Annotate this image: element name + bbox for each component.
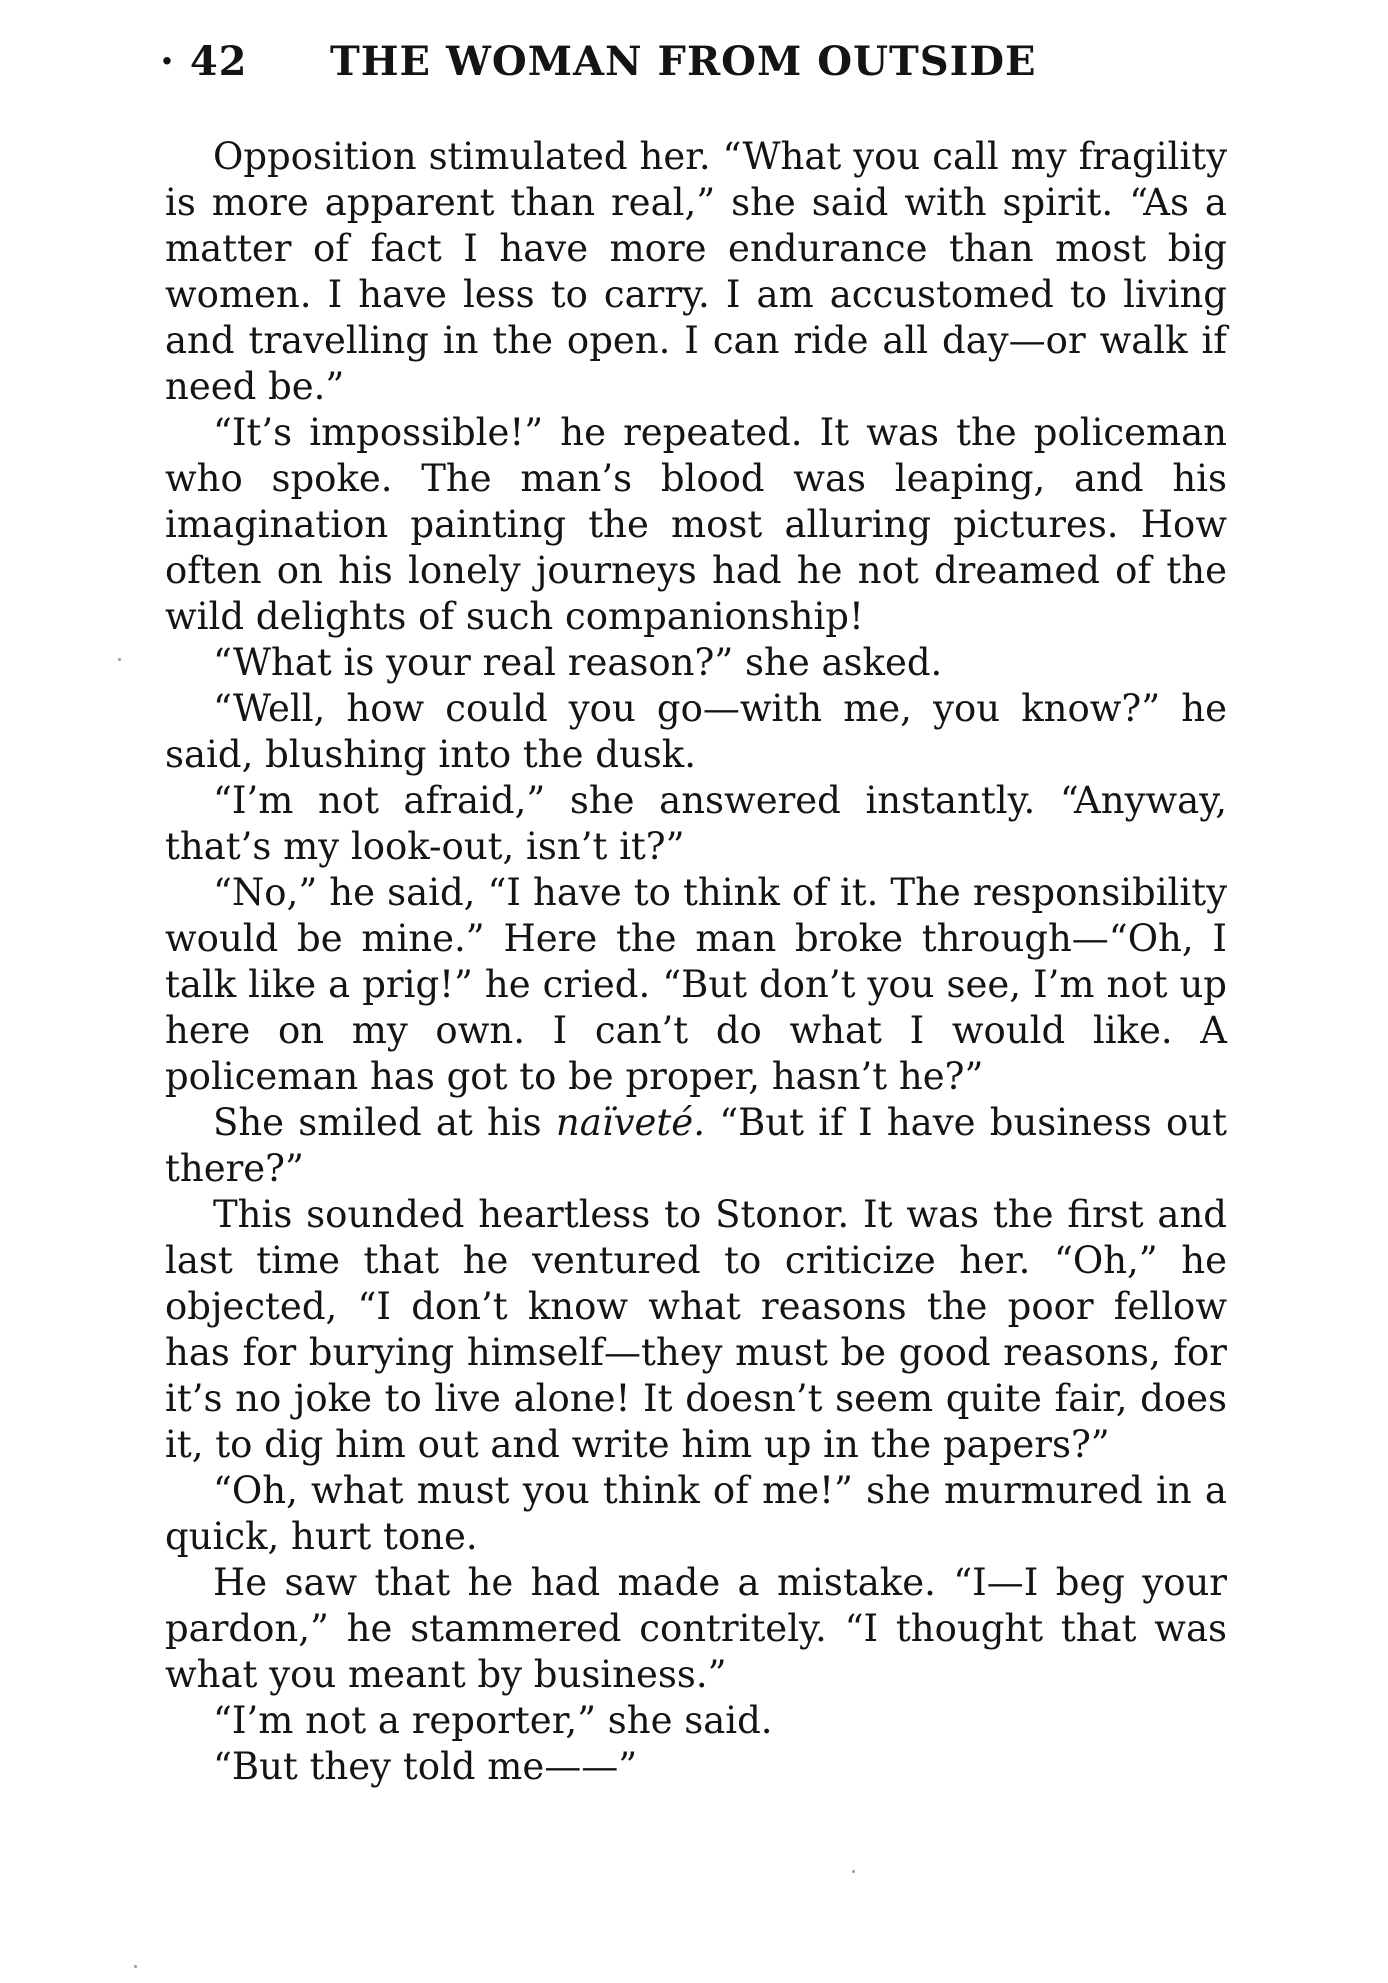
paragraph: “I’m not a reporter,” she said.: [213, 1699, 773, 1742]
running-title: THE WOMAN FROM OUTSIDE: [330, 38, 1037, 85]
paragraph: He saw that he had made a mistake. “I—I beg your pardon,” he stammered contritely. “I thought that was what you meant by business.”: [165, 1561, 1227, 1696]
paragraph: “No,” he said, “I have to think of it. The responsibility would be mine.” Here the man broke through—“Oh, I talk like a prig!” he cried. “But don’t you see, I’m not up here on my own. I can’t do what I would like. A policeman has got to be proper, hasn’t he?”: [165, 871, 1227, 1098]
paragraph: “I’m not afraid,” she answered instantly. “Anyway, that’s my look-out, isn’t it?”: [165, 779, 1227, 868]
paragraph: “But they told me——”: [213, 1745, 638, 1788]
paragraph: [165, 1100, 1227, 1192]
paragraph: “What is your real reason?” she asked.: [213, 641, 943, 684]
paragraph: “Well, how could you go—with me, you know?” he said, blushing into the dusk.: [165, 687, 1227, 776]
page-number: · 42: [160, 38, 248, 85]
paragraph: Opposition stimulated her. “What you call my fragility is more apparent than real,” she said with spirit. “As a matter of fact I have more endurance than most big women. I have less to carry. I am accustomed to living and travelling in the open. I can ride all day—or walk if need be.”: [165, 135, 1227, 408]
italic-word: naïveté.: [555, 1101, 705, 1144]
print-speck: [134, 1965, 137, 1968]
running-head: [120, 38, 1230, 98]
print-speck: [118, 658, 121, 661]
body-text: [165, 134, 1227, 1790]
paragraph: “It’s impossible!” he repeated. It was the policeman who spoke. The man’s blood was leaping, and his imagination painting the most alluring pictures. How often on his lonely journeys had he not dreamed of the wild delights of such companionship!: [165, 411, 1227, 638]
paragraph-text: “But if I have business out there?”: [165, 1101, 1227, 1190]
paragraph-text: She smiled at his: [213, 1101, 556, 1144]
print-speck: [852, 1870, 855, 1873]
paragraph: “Oh, what must you think of me!” she murmured in a quick, hurt tone.: [165, 1469, 1227, 1558]
paragraph: This sounded heartless to Stonor. It was the first and last time that he ventured to criticize her. “Oh,” he objected, “I don’t know what reasons the poor fellow has for burying himself—they must be good reasons, for it’s no joke to live alone! It doesn’t seem quite fair, does it, to dig him out and write him up in the papers?”: [165, 1193, 1227, 1466]
